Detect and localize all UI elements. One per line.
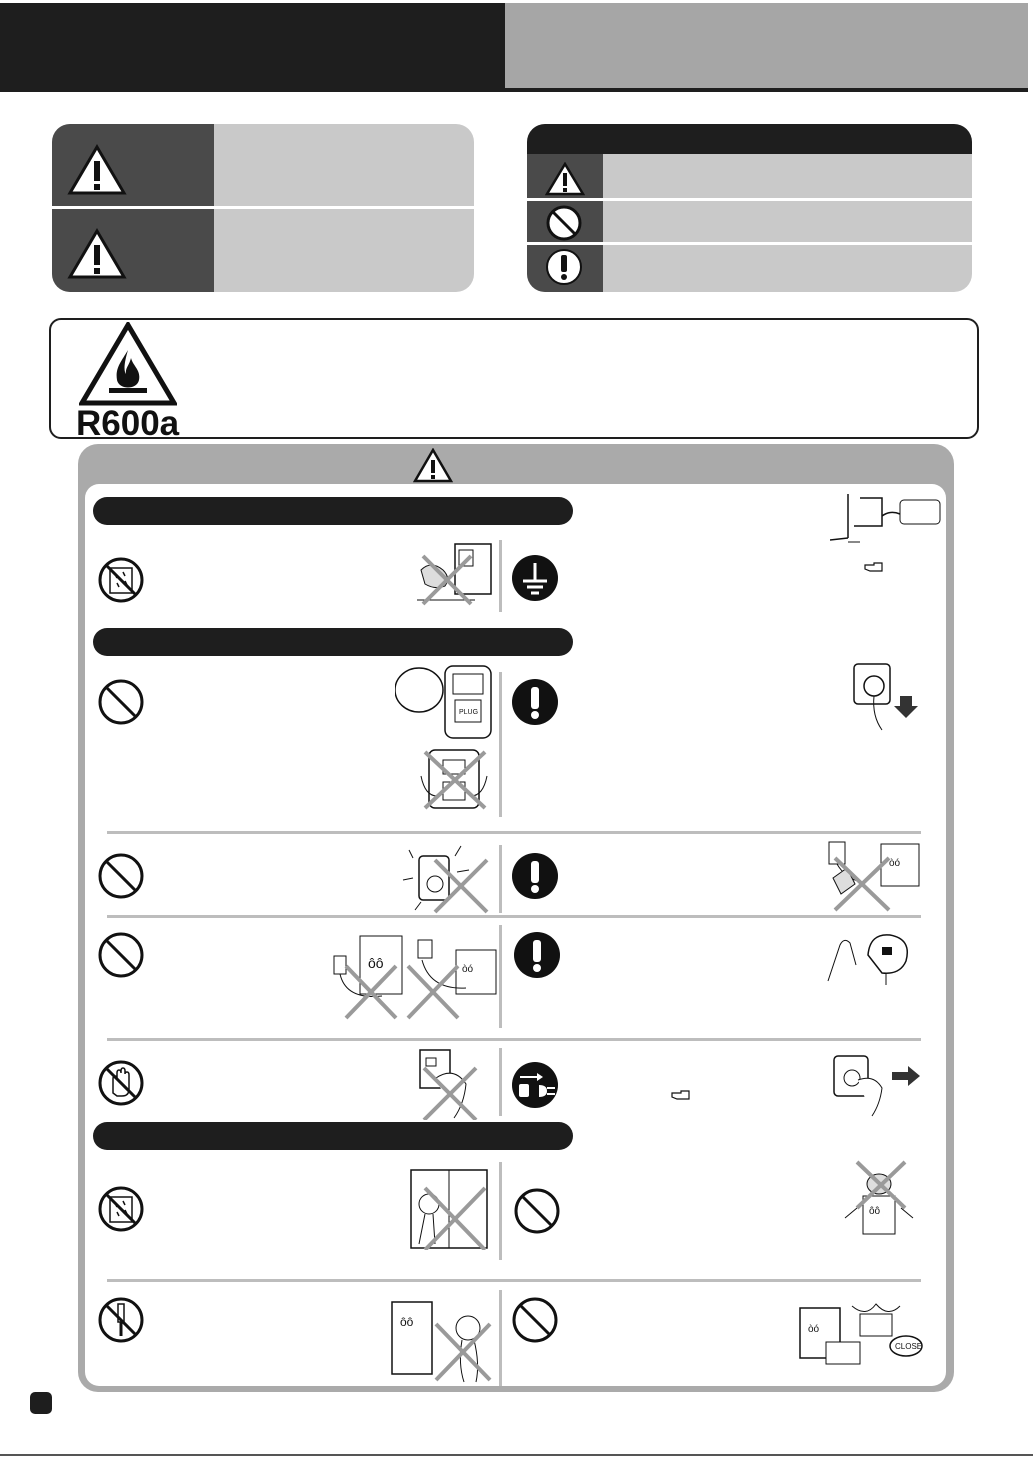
page-number-tab: [30, 1392, 52, 1414]
header-rule: [0, 88, 1028, 92]
ground-icon: [511, 554, 559, 602]
gas-leak-illustration: [796, 1294, 924, 1372]
mandatory-icon: [513, 931, 561, 979]
warning-triangle-icon: [545, 162, 585, 196]
damaged-cord-illustration: [825, 838, 921, 912]
mandatory-icon: [511, 678, 559, 726]
prohibited-icon: [97, 852, 145, 900]
bottom-rule: [0, 1454, 1033, 1456]
flammable-refrigerant-notice: [49, 318, 979, 439]
ground-wire-illustration: [830, 490, 942, 550]
pinched-cord-illustration: [326, 930, 498, 1020]
section-bar-usage: [93, 1122, 573, 1150]
row-separator: [107, 1279, 921, 1282]
column-divider: [499, 845, 502, 913]
door-hanging-illustration: [405, 1158, 495, 1250]
section-bar-installation: [93, 497, 573, 525]
column-divider: [499, 1290, 502, 1386]
warning-triangle-icon: [413, 448, 453, 484]
prohibited-icon: [511, 1296, 559, 1344]
no-water-icon: [97, 1185, 145, 1233]
svg-text:ôô: ôô: [400, 1315, 414, 1329]
prohibited-icon: [513, 1187, 561, 1235]
row-separator: [107, 831, 921, 834]
reference-hand-icon: [864, 561, 884, 573]
no-disassembly-icon: [97, 1296, 145, 1344]
mandatory-icon: [511, 852, 559, 900]
svg-text:òó: òó: [462, 964, 474, 975]
items-on-top-illustration: [835, 1158, 923, 1238]
section-bar-power: [93, 628, 573, 656]
no-wet-hands-icon: [97, 1059, 145, 1107]
prohibited-icon: [97, 678, 145, 726]
prohibited-icon: [97, 931, 145, 979]
flammable-icon: [79, 322, 177, 406]
warning-triangle-icon: [67, 144, 127, 196]
overloaded-outlet-illustration: [415, 746, 495, 812]
mandatory-icon: [545, 248, 583, 286]
warning-triangle-icon: [67, 228, 127, 280]
plug-text: PLUG: [459, 709, 479, 716]
plug-outlet-illustration: [395, 662, 497, 742]
hazard-level-legend: [52, 124, 474, 292]
row-separator: [107, 915, 921, 918]
header-title-right: [505, 3, 1028, 88]
column-divider: [499, 1162, 502, 1260]
svg-text:òó: òó: [889, 858, 901, 869]
prohibited-icon: [545, 204, 583, 242]
svg-text:ôô: ôô: [368, 955, 384, 971]
clean-plug-illustration: [820, 925, 920, 987]
wet-hand-plug-illustration: [410, 1044, 496, 1120]
unplug-illustration: [850, 660, 920, 732]
column-divider: [499, 540, 502, 612]
sparking-outlet-illustration: [395, 840, 491, 916]
unplug-hand-illustration: [830, 1052, 922, 1118]
svg-text:ôô: ôô: [869, 1206, 881, 1217]
refrigerant-code: R600a: [76, 404, 180, 443]
column-divider: [499, 1048, 502, 1116]
no-water-icon: [97, 556, 145, 604]
disassembly-illustration: [384, 1294, 496, 1386]
row-separator: [107, 1038, 921, 1041]
close-text: CLOSE: [895, 1342, 923, 1351]
water-splash-illustration: [415, 540, 495, 608]
column-divider: [499, 925, 502, 1028]
header-title-left: [0, 3, 505, 88]
column-divider: [499, 672, 502, 817]
svg-text:òó: òó: [808, 1324, 820, 1335]
symbol-legend: [527, 124, 972, 292]
reference-hand-icon: [671, 1089, 691, 1101]
unplug-icon: [511, 1061, 559, 1109]
